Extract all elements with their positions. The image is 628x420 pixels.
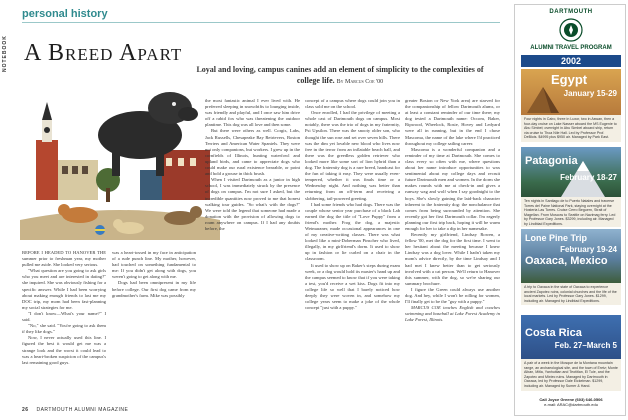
paragraph: When I visited Dartmouth as a junior in high school, I was immediately struck by the presence of dogs on campus. I'm not sure I asked, but the incredible quantities now proved to me that honest walking tour guides. "So what's with the dogs?" We were told the legend that someone had made a donation with the provision of allowing dogs to roam anywhere on campus. If I had any doubts before, the bbox=[205, 177, 300, 231]
trip-description: Ten nights in Santiago de to Puerto Natales and traverse Torres del Paine National Park, staying overnight at the Hosteria Las Torres. Cruise Cerro Beguern, Strait of Magellan. From Moscow to Seattle on Navimag ferry. Led by Professor Gary Jones. $3299, including air. Managed by Lindblad Expeditions. bbox=[521, 197, 621, 227]
page-footer bbox=[22, 407, 128, 413]
trip-name: Egypt bbox=[551, 72, 588, 87]
trip-photo bbox=[521, 147, 621, 197]
paragraph: "What question are you going to ask girls who you meet and are interested in dating?" she inquired. She was obviously fishing for a specific answer. While I had been worrying about making enough friends to last me my DOC trip, my mom had been fast-planning my social strategies for me. bbox=[22, 268, 106, 310]
trip-description: Four nights in Cairo, three in Luxor, two in Aswan, then a four-day cruise on Lake Nasser aboard the MS Eugenie to Abu Simbel; overnight in Abu Simbel aboard ship, return via cruise to Thoa Nile Hall. Led by Professor Prof. DeBlois. $4995 plus $950 air. Managed by Park East. bbox=[521, 115, 621, 142]
campus-dogs-illustration bbox=[20, 80, 220, 240]
paragraph: Mascoma is a wonderful companion and a reminder of my time at Dartmouth. She comes to class every so often with me, where questions about her name introduce opportunities to wax sentimental about my college days and recruit future Dartmouth men and women. In the dorm she makes rounds with me at check-in and gives a runway wag and wolf when I say goodnight to the boys. She's slowly gaining the laid-back character inherent to the fraternity dog: the nonchalance that comes from being surrounded by attention. She recently got her first Dartmouth collar. I'm eagerly planning our first trip back, hoping it will be warm enough for her to take a dip in her namesake. bbox=[405, 146, 500, 231]
section-rule bbox=[22, 22, 500, 23]
paragraph: I figure the Green could always use another dog. And hey, while I won't be rolling for women, I'll finally get to be the "guy with a puppy." bbox=[405, 286, 500, 305]
paragraph: "No," she said. "You're going to ask them if they like dogs." bbox=[22, 323, 106, 335]
trip-name: Patagonia bbox=[525, 155, 578, 167]
trip-name: Costa Rica bbox=[525, 327, 582, 339]
trip-photo bbox=[521, 315, 621, 359]
byline: By Marcus Coe '00 bbox=[336, 79, 384, 85]
running-head: NOTEBOOK bbox=[2, 35, 8, 72]
paragraph: Once enrolled, I had the privilege of meeting a whole cast of Dartmouth dogs on campus. Most notably, there was the trio of dogs in my fraternity, Psi Upsilon. There was the snooty older son, who thought the sun rose and set over seven hills. There was the dim yet lovable new blood who lives now free in the terror from an inflatable beach ball, and there was the greedless golden retriever who looked more like some sort of lion hybrid than a dog. The fraternity dog is a rare breed, handcast for the fun of taking it easy. They were usually even-tempered, whether it was finals time or a Wednesday night. And nothing was better than returning from an off-term and receiving a slobbering, tail-powered greeting. bbox=[305, 110, 400, 201]
dartmouth-seal-icon bbox=[559, 18, 583, 42]
article-column-1 bbox=[22, 250, 106, 400]
paragraph: BEFORE I HEADED TO HANOVER THE summer prior to freshman year, my mother pulled me aside. She looked very serious. bbox=[22, 250, 106, 268]
author-bio: MARCUS COE teaches English and coaches swimming and baseball at Lake Forest Academy in Lake Forest, Illinois. bbox=[405, 305, 500, 323]
ad-contact bbox=[519, 397, 623, 407]
paragraph: greater Boston or New York area) are starved for the companionship of fellow Dartmouth alums, or at least a constant reminder of our time there; my dog tested a Dartmouth name: Occom, Baker, Ripwood, Wheelock, Rosie, Hovey and Ledyard were all in running, but in the end I chose Mascoma, the name of the lake where I'd practiced throughout my college sailing career. bbox=[405, 98, 500, 146]
contact-phone[interactable]: Call Joyce Greene (603) 646-0506 bbox=[539, 397, 603, 402]
trip-tile-patagonia[interactable] bbox=[521, 147, 621, 227]
paragraph: Recently my girlfriend, Lindsay Rowen, a fellow '00, met the dog for the first time. I went to her hesitant about the meeting because I knew Lindsay was a dog lover. While I hadn't taken my mom's advice directly, by the time Lindsay and I had met I knew better than to get seriously involved with a cat person. We'll return to Hanover this summer, with the dog, so we're sharing our summary brochure. bbox=[405, 232, 500, 286]
ad-title: ALUMNI TRAVEL PROGRAM bbox=[530, 45, 612, 51]
page-number: 26 bbox=[22, 407, 29, 413]
paragraph: Now, I never actually used this line. I figured the best it would get me was a strange look and the worst it could lead to was a heart-broken suspicion of the campus's last remaining good guys. bbox=[22, 335, 106, 365]
trip-tile-egypt[interactable] bbox=[521, 69, 621, 145]
trip-description: A trip to Oaxaca in the state of Oaxaca to experience ancient Zapotec ruins, colonial churches and the life of the local markets. Led by Professor Gary Jones. $1299, including air. Managed by Lindblad Expeditions. bbox=[521, 283, 621, 305]
trip-tile-oaxaca[interactable] bbox=[521, 229, 621, 313]
dek-text: Loyal and loving, campus canines add an element of simplicity to the complexities of college life. bbox=[196, 65, 484, 85]
contact-email[interactable]: e-mail: ARAC@dartmouth.edu bbox=[544, 402, 598, 407]
trip-date: Feb. 27–March 5 bbox=[554, 341, 617, 350]
trip-description: A pair of a week in the Mosque de la Montana mountain range, an archaeological site, and the town of Eretz; Monte Alban, Mitla, Yanhuitlan and Teotitlan, El Tule, and the Zapotec and Mixtec ruins. Managed by Dartmouth in Oaxaca, led by Professor Dale Eickelman. $1299, including air. Managed by Sumer & Hand. bbox=[521, 359, 621, 391]
trip-name: Lone Pine Trip bbox=[525, 233, 588, 243]
ad-brand: DARTMOUTH bbox=[549, 9, 593, 15]
travel-ad bbox=[514, 4, 626, 416]
article-column-5 bbox=[405, 98, 500, 398]
article-column-2 bbox=[112, 250, 196, 400]
paragraph: concept of a campus where dogs could join you in class sold me on the school. bbox=[305, 98, 400, 110]
paragraph: Dogs had been omnipresent in my life before college. Our first dog came from my grandmother's farm. Mike was possibly bbox=[112, 280, 196, 298]
paragraph: I had some friends who had dogs. There was the couple whose senior year purchase of a black Lab earned the dog the title of "Love Puppy" from a friend's mother. Frog the dog, a majestic Weimaraner, made occasional appearances in one of my creative-writing classes. There was what looked like a mini-Doberman Pinscher who lived, illegally, in my girlfriend's dorm. It used to show up in fashion or lie curled on a chair in the classroom. bbox=[305, 201, 400, 262]
trip-date: February 19-24 bbox=[560, 245, 617, 254]
dek bbox=[190, 64, 490, 88]
trip-tile-extra[interactable] bbox=[521, 315, 621, 393]
article-column-3 bbox=[205, 98, 300, 398]
trip-date: January 15-29 bbox=[563, 89, 617, 98]
ad-year: 2002 bbox=[521, 55, 621, 67]
article-column-4 bbox=[305, 98, 400, 398]
paragraph: "I don't know—What's your name?" I said. bbox=[22, 310, 106, 323]
headline: A Breed Apart bbox=[24, 40, 183, 66]
publication-name: DARTMOUTH ALUMNI MAGAZINE bbox=[36, 407, 129, 413]
paragraph: the most fantastic animal I ever lived with. He preferred sleeping in snowdrifts to lounging inside, was friendly and playful, and I once saw him drive off a rabid fox who was threatening the outdoor plantime. This dog was all love and then some. bbox=[205, 98, 300, 128]
paragraph: It used to show up on Baker's steps during exam week, or a dog would hold its master's hand up and the campus seemed to know that if you were taking a test, you'd receive a wet kiss. Dogs fit into my college life so well that I barely noticed how deeply they were woven in, and somehow my college years seem to make a joke of the whole concept "just with a puppy." bbox=[305, 262, 400, 311]
trip-subname: Oaxaca, Mexico bbox=[525, 255, 608, 267]
paragraph: was a heart-tossed in my face in anticipation of a rude punch line. My mother, however, had touched on something fundamental to me: If you didn't get along with dogs, you weren't going to get along with me. bbox=[112, 250, 196, 280]
trip-photo bbox=[521, 69, 621, 115]
trip-date: February 18-27 bbox=[560, 173, 617, 182]
trip-photo bbox=[521, 229, 621, 283]
paragraph: But there were others as well. Corgis, Labs, Jack Russells, Chesapeake Bay Retrievers, Boston Terriers and American Water Spaniels. They were not only companions, but workers. I grew up in the cornfields of Illinois, hunting waterfowl and upland birds, and came to appreciate dogs who could make our rural existence bearable, or point and hold a grouse in thick brush. bbox=[205, 128, 300, 177]
section-label: personal history bbox=[22, 8, 108, 20]
